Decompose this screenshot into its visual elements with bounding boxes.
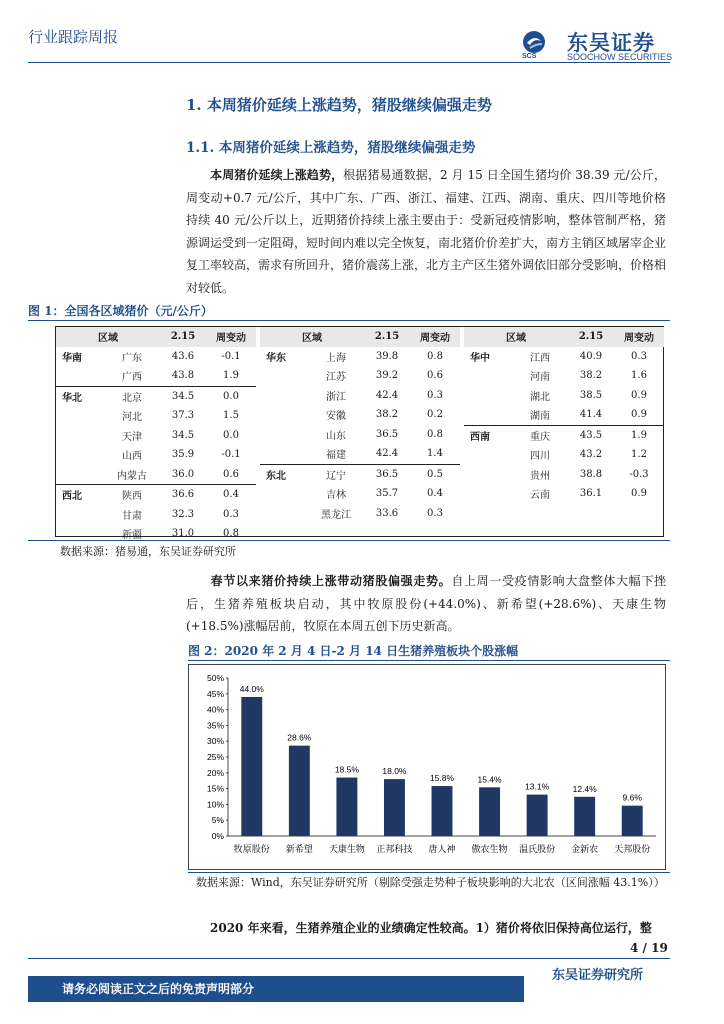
bar bbox=[336, 778, 357, 836]
price-cell bbox=[568, 504, 614, 524]
paragraph-stock-trend bbox=[186, 570, 666, 638]
price-cell: 34.5 bbox=[160, 386, 206, 406]
paragraph-lead: 本周猪价延续上涨趋势， bbox=[210, 168, 344, 182]
change-cell: 1.5 bbox=[223, 410, 239, 422]
change-cell: 0.8 bbox=[223, 528, 239, 540]
stock-gain-chart bbox=[188, 664, 666, 870]
bar bbox=[241, 697, 262, 836]
data-label: 15.8% bbox=[429, 773, 455, 784]
disclaimer-banner bbox=[28, 976, 524, 1002]
table-row bbox=[56, 347, 256, 367]
figure2-bottom-rule bbox=[188, 872, 670, 873]
region-cell: 西北 bbox=[56, 485, 104, 505]
table-row bbox=[260, 366, 460, 386]
table-row bbox=[260, 444, 460, 464]
region-cell bbox=[56, 465, 104, 485]
report-type-label: 行业跟踪周报 bbox=[28, 28, 119, 46]
table-row bbox=[56, 406, 256, 426]
table-row bbox=[56, 366, 256, 386]
table-row bbox=[464, 504, 664, 524]
price-cell: 38.5 bbox=[579, 389, 603, 401]
table-row bbox=[260, 386, 460, 406]
y-tick-label: 50% bbox=[206, 673, 224, 683]
price-cell: 36.1 bbox=[579, 488, 603, 500]
region-cell bbox=[464, 445, 512, 465]
region-cell: 华南 bbox=[62, 352, 82, 364]
province-cell: 上海 bbox=[326, 352, 346, 364]
table-row bbox=[260, 484, 460, 504]
x-tick-label: 傲农生物 bbox=[471, 845, 508, 855]
region-cell bbox=[464, 386, 512, 406]
price-cell: 37.3 bbox=[171, 410, 195, 422]
region-cell bbox=[260, 425, 308, 445]
figure1-source: 数据来源：猪易通，东吴证券研究所 bbox=[60, 545, 236, 558]
price-cell: 36.0 bbox=[171, 468, 195, 480]
bar bbox=[527, 795, 548, 836]
change-cell: 0.4 bbox=[427, 488, 443, 500]
price-cell: 41.4 bbox=[579, 409, 603, 421]
price-cell: 43.8 bbox=[171, 370, 195, 382]
table-row bbox=[464, 386, 664, 406]
province-cell: 湖南 bbox=[530, 411, 550, 423]
change-cell: 0.4 bbox=[206, 485, 256, 505]
region-cell: 华东 bbox=[266, 352, 286, 364]
price-cell: 35.9 bbox=[171, 449, 195, 461]
region-cell: 东北 bbox=[260, 464, 308, 484]
province-cell: 安徽 bbox=[326, 411, 346, 423]
province-cell: 重庆 bbox=[512, 425, 568, 445]
change-cell: -0.1 bbox=[221, 449, 241, 461]
change-cell: 0.9 bbox=[631, 389, 647, 401]
change-cell: 0.3 bbox=[427, 507, 443, 519]
table-row bbox=[56, 505, 256, 525]
province-cell: 甘肃 bbox=[122, 510, 142, 522]
price-table-col1 bbox=[56, 327, 256, 544]
change-cell: -0.3 bbox=[629, 468, 649, 480]
figure1-bottom-rule bbox=[28, 540, 670, 541]
data-label: 28.6% bbox=[287, 732, 312, 743]
data-label: 13.1% bbox=[525, 781, 550, 792]
price-cell: 39.2 bbox=[375, 370, 399, 382]
x-tick-label: 牧原股份 bbox=[233, 845, 270, 855]
table-row bbox=[56, 445, 256, 465]
region-cell bbox=[260, 484, 308, 504]
figure2-rule bbox=[188, 660, 670, 661]
figure1-rule bbox=[28, 320, 670, 321]
region-cell: 华中 bbox=[470, 352, 490, 364]
paragraph-lead: 2020 年来看，生猪养殖企业的业绩确定性较高。 bbox=[210, 921, 476, 935]
price-cell: 38.8 bbox=[579, 468, 603, 480]
footer-firm: 东吴证券研究所 bbox=[552, 968, 644, 983]
y-tick-label: 30% bbox=[206, 736, 224, 747]
disclaimer-text: 请务必阅读正文之后的免责声明部分 bbox=[28, 976, 254, 1002]
region-cell bbox=[464, 405, 512, 425]
change-cell: 0.6 bbox=[223, 468, 239, 480]
table-row bbox=[56, 465, 256, 485]
province-cell: 辽宁 bbox=[308, 464, 364, 484]
change-cell: 0.9 bbox=[631, 488, 647, 500]
price-cell: 36.6 bbox=[160, 485, 206, 505]
region-cell: 西南 bbox=[464, 425, 512, 445]
table-row bbox=[464, 484, 664, 504]
change-cell: 0.9 bbox=[631, 409, 647, 421]
region-cell: 华北 bbox=[56, 386, 104, 406]
y-tick-label: 0% bbox=[211, 831, 224, 841]
page-number: 4 / 19 bbox=[630, 941, 668, 955]
region-cell bbox=[56, 406, 104, 426]
change-cell: 1.9 bbox=[614, 425, 664, 445]
price-cell: 43.6 bbox=[171, 350, 195, 362]
price-cell: 38.2 bbox=[579, 370, 603, 382]
x-tick-label: 新希望 bbox=[285, 845, 313, 855]
brand-name-en: SOOCHOW SECURITIES bbox=[567, 52, 673, 62]
subsection-title: 1.1. 本周猪价延续上涨趋势，猪股继续偏强走势 bbox=[186, 140, 476, 156]
col-header-region: 区域 bbox=[464, 327, 568, 347]
region-cell bbox=[464, 484, 512, 504]
region-cell bbox=[464, 366, 512, 386]
province-cell: 山西 bbox=[122, 451, 142, 463]
province-cell: 新疆 bbox=[122, 530, 142, 542]
data-label: 9.6% bbox=[622, 792, 642, 803]
bar bbox=[622, 806, 643, 836]
y-tick-label: 25% bbox=[206, 752, 224, 762]
province-cell: 广东 bbox=[122, 352, 142, 364]
table-row bbox=[56, 485, 256, 505]
table-row bbox=[464, 366, 664, 386]
province-cell: 广西 bbox=[122, 372, 142, 384]
table-row bbox=[464, 405, 664, 425]
province-cell: 浙江 bbox=[326, 391, 346, 403]
price-cell: 32.3 bbox=[171, 508, 195, 520]
province-cell: 河北 bbox=[122, 412, 142, 424]
x-tick-label: 温氏股份 bbox=[519, 845, 556, 855]
region-cell bbox=[260, 444, 308, 464]
price-cell: 43.5 bbox=[568, 425, 614, 445]
price-cell: 33.6 bbox=[375, 507, 399, 519]
table-row bbox=[56, 426, 256, 446]
bar bbox=[289, 746, 310, 836]
x-tick-label: 正邦科技 bbox=[376, 845, 413, 855]
province-cell: 江西 bbox=[530, 352, 550, 364]
table-row bbox=[464, 425, 664, 445]
col-header-region: 区域 bbox=[56, 327, 160, 347]
data-label: 18.5% bbox=[334, 764, 359, 775]
paragraph-price-trend bbox=[186, 164, 666, 299]
change-cell: 0.2 bbox=[427, 409, 443, 421]
province-cell: 天津 bbox=[122, 431, 142, 443]
change-cell: 0.6 bbox=[427, 370, 443, 382]
bar bbox=[432, 786, 453, 836]
y-tick-label: 20% bbox=[206, 767, 224, 778]
price-cell: 40.9 bbox=[579, 350, 603, 362]
region-cell bbox=[260, 504, 308, 524]
x-tick-label: 天邦股份 bbox=[614, 845, 651, 855]
figure2-source: 数据来源：Wind，东吴证券研究所（剔除受强走势种子板块影响的大北农（区间涨幅 43.1%）） bbox=[196, 876, 665, 889]
price-cell: 35.7 bbox=[375, 488, 399, 500]
price-cell: 34.5 bbox=[171, 429, 195, 441]
brand-name: 东吴证券 bbox=[567, 31, 655, 55]
col-header-date: 2.15 bbox=[364, 327, 410, 347]
price-table-col2 bbox=[260, 327, 460, 543]
section-title: 1. 本周猪价延续上涨趋势，猪股继续偏强走势 bbox=[186, 96, 492, 114]
change-cell: 0.3 bbox=[631, 350, 647, 362]
col-header-date: 2.15 bbox=[568, 327, 614, 347]
table-row bbox=[260, 425, 460, 445]
table-row bbox=[260, 347, 460, 367]
region-cell bbox=[260, 386, 308, 406]
price-cell: 31.0 bbox=[171, 528, 195, 540]
y-tick-label: 35% bbox=[206, 720, 224, 731]
y-tick-label: 5% bbox=[211, 815, 224, 826]
table-row bbox=[464, 347, 664, 367]
province-cell: 湖北 bbox=[530, 391, 550, 403]
price-cell: 38.2 bbox=[375, 409, 399, 421]
figure1-title: 图 1：全国各区域猪价（元/公斤） bbox=[28, 304, 213, 318]
data-label: 12.4% bbox=[572, 783, 597, 794]
table-row bbox=[464, 445, 664, 465]
province-cell: 河南 bbox=[530, 372, 550, 384]
price-cell: 43.2 bbox=[579, 449, 603, 461]
price-cell: 39.8 bbox=[375, 350, 399, 362]
data-label: 44.0% bbox=[239, 683, 264, 694]
region-cell bbox=[260, 366, 308, 386]
col-header-change: 周变动 bbox=[410, 327, 460, 347]
y-tick-label: 40% bbox=[206, 704, 224, 715]
region-cell bbox=[464, 465, 512, 485]
province-cell bbox=[512, 504, 568, 524]
figure2-title: 图 2：2020 年 2 月 4 日-2 月 14 日生猪养殖板块个股涨幅 bbox=[188, 644, 519, 658]
price-cell: 42.4 bbox=[375, 448, 399, 460]
header-rule bbox=[28, 62, 670, 63]
col-header-change: 周变动 bbox=[206, 327, 256, 347]
province-cell: 福建 bbox=[326, 450, 346, 462]
brand-logo-icon bbox=[522, 30, 562, 54]
province-cell: 吉林 bbox=[326, 490, 346, 502]
price-cell: 36.5 bbox=[375, 428, 399, 440]
region-cell bbox=[56, 366, 104, 386]
price-cell: 36.5 bbox=[364, 464, 410, 484]
change-cell: 0.0 bbox=[223, 429, 239, 441]
y-tick-label: 15% bbox=[206, 783, 224, 794]
province-cell: 北京 bbox=[104, 386, 160, 406]
change-cell: 0.5 bbox=[410, 464, 460, 484]
change-cell: 0.8 bbox=[427, 350, 443, 362]
paragraph-body: 自上周一受疫情影响大盘整体大幅下挫后，生猪养殖板块启动，其中牧原股份(+44.0%)、新希望(+28.6%)、天康生物(+18.5%)涨幅居前，牧原在本周五创下历史新高。 bbox=[186, 574, 666, 633]
y-tick-label: 45% bbox=[206, 688, 224, 699]
region-cell bbox=[56, 505, 104, 525]
province-cell: 黑龙江 bbox=[321, 509, 351, 521]
region-cell bbox=[464, 504, 512, 524]
price-table-col3 bbox=[464, 327, 664, 543]
change-cell: 0.0 bbox=[206, 386, 256, 406]
table-row bbox=[260, 504, 460, 524]
province-cell: 山东 bbox=[326, 430, 346, 442]
region-cell bbox=[260, 405, 308, 425]
data-label: 18.0% bbox=[382, 766, 407, 777]
footer-rule bbox=[28, 958, 670, 959]
change-cell bbox=[614, 504, 664, 524]
change-cell: 1.2 bbox=[631, 449, 647, 461]
change-cell: 1.4 bbox=[427, 448, 443, 460]
change-cell: 0.3 bbox=[223, 508, 239, 520]
price-cell: 42.4 bbox=[375, 389, 399, 401]
col-header-date: 2.15 bbox=[160, 327, 206, 347]
col-header-region: 区域 bbox=[260, 327, 364, 347]
province-cell: 四川 bbox=[530, 451, 550, 463]
province-cell: 江苏 bbox=[326, 372, 346, 384]
change-cell: 1.9 bbox=[223, 370, 239, 382]
col-header-change: 周变动 bbox=[614, 327, 664, 347]
paragraph-body: 1）猪价将依旧保持高位运行，整 bbox=[475, 921, 652, 935]
table-row bbox=[56, 386, 256, 406]
province-cell: 内蒙古 bbox=[117, 470, 147, 482]
change-cell: 1.6 bbox=[631, 370, 647, 382]
paragraph-body: 根据猪易通数据，2 月 15 日全国生猪均价 38.39 元/公斤，周变动+0.7 元/公斤，其中广东、广西、浙江、福建、江西、湖南、重庆、四川等地价格持续 40 元/公斤以上，近期猪价持续上涨主要由于：受新冠疫情影响，整体管制严格，猪源调运受到一定阻碍，短时间内难以完全恢复，南北猪价价差扩大，南方主销区域屠宰企业复工率较高，需求有所回升，猪价震荡上涨，北方主产区生猪外调依旧部分受影响，价格相对较低。 bbox=[186, 168, 667, 295]
x-tick-label: 金新农 bbox=[571, 845, 599, 855]
paragraph-outlook bbox=[186, 917, 666, 940]
table-row bbox=[464, 465, 664, 485]
province-cell: 云南 bbox=[530, 490, 550, 502]
province-cell: 陕西 bbox=[104, 485, 160, 505]
change-cell: 0.8 bbox=[427, 428, 443, 440]
change-cell: 0.3 bbox=[427, 389, 443, 401]
x-tick-label: 天康生物 bbox=[328, 845, 365, 855]
bar bbox=[384, 779, 405, 836]
brand-abbr: SCS bbox=[522, 53, 537, 60]
table-row bbox=[260, 405, 460, 425]
bar bbox=[479, 787, 500, 836]
x-tick-label: 唐人神 bbox=[428, 845, 456, 855]
data-label: 15.4% bbox=[477, 774, 502, 785]
region-cell bbox=[56, 445, 104, 465]
table-row bbox=[260, 464, 460, 484]
bar bbox=[574, 797, 595, 836]
region-cell bbox=[56, 426, 104, 446]
y-tick-label: 10% bbox=[206, 799, 224, 810]
paragraph-lead: 春节以来猪价持续上涨带动猪股偏强走势。 bbox=[210, 574, 452, 588]
province-cell: 贵州 bbox=[530, 470, 550, 482]
change-cell: -0.1 bbox=[221, 350, 241, 362]
